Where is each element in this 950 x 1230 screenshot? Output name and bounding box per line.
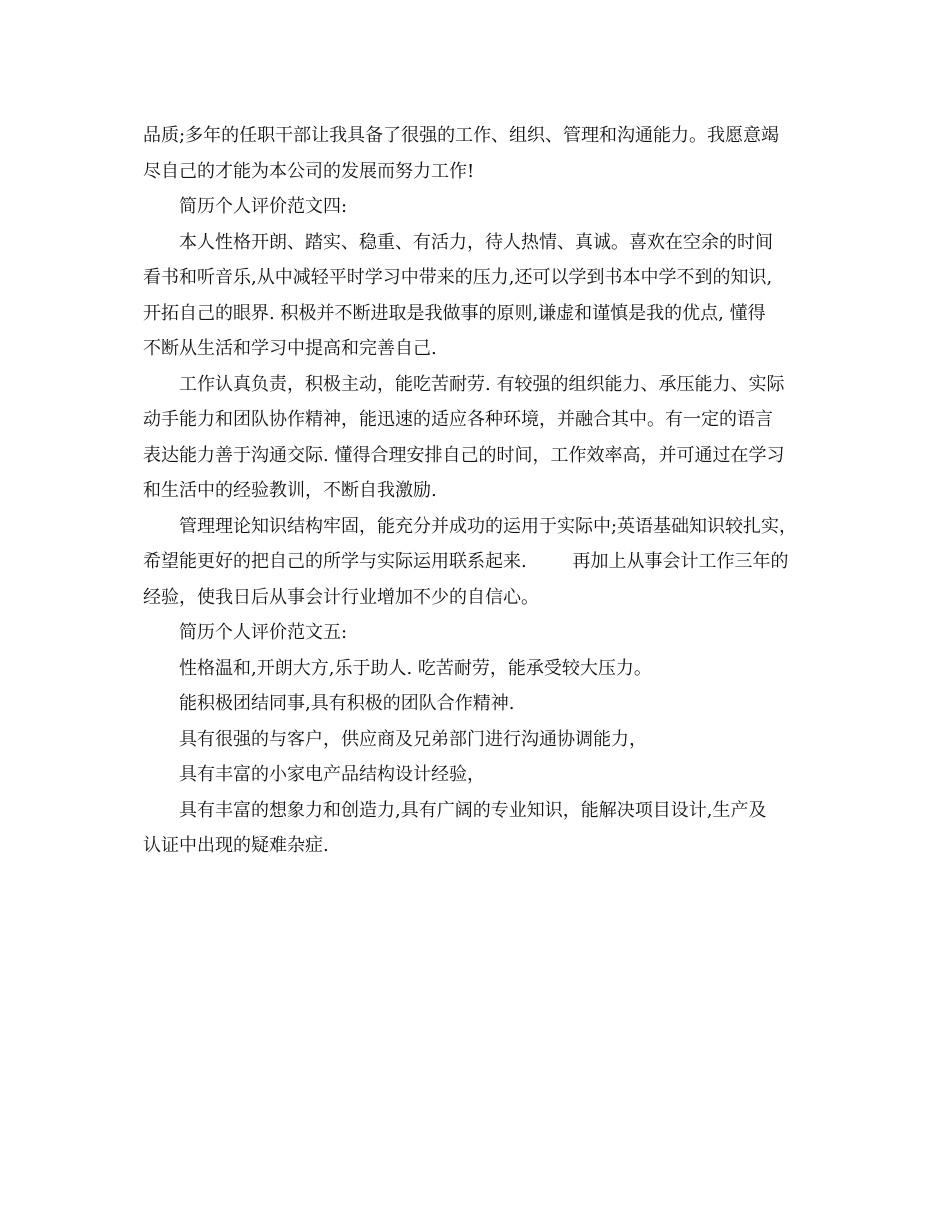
text-line-9: 动手能力和团队协作精神，能迅速的适应各种环境，并融合其中。有一定的语言 [143, 409, 773, 430]
text-line-19: 具有丰富的小家电产品结构设计经验， [179, 764, 485, 785]
text-line-5: 看书和听音乐,从中减轻平时学习中带来的压力,还可以学到书本中学不到的知识, [143, 267, 773, 288]
text-line-10: 表达能力善于沟通交际. 懂得合理安排自己的时间，工作效率高，并可通过在学习 [143, 444, 785, 466]
text-line-21: 认证中出现的疑难杂症. [143, 835, 329, 856]
text-line-16: 性格温和,开朗大方,乐于助人. 吃苦耐劳，能承受较大压力。 [179, 657, 652, 679]
text-line-17: 能积极团结同事,具有积极的团队合作精神. [179, 693, 515, 714]
text-line-12: 管理理论知识结构牢固，能充分并成功的运用于实际中;英语基础知识较扎实， [179, 515, 798, 537]
text-line-7: 不断从生活和学习中提高和完善自己. [143, 338, 437, 359]
section-heading-four: 简历个人评价范文四: [179, 196, 348, 217]
text-line-2: 尽自己的才能为本公司的发展而努力工作! [143, 160, 475, 182]
text-line-8: 工作认真负责，积极主动，能吃苦耐劳. 有较强的组织能力、承压能力、实际 [179, 373, 785, 395]
document-body [143, 118, 823, 864]
text-line-20: 具有丰富的想象力和创造力,具有广阔的专业知识，能解决项目设计,生产及 [179, 799, 767, 821]
text-line-18: 具有很强的与客户，供应商及兄弟部门进行沟通协调能力， [179, 728, 647, 750]
text-line-4: 本人性格开朗、踏实、稳重、有活力，待人热情、真诚。喜欢在空余的时间 [179, 231, 773, 253]
text-line-11: 和生活中的经验教训，不断自我激励. [143, 480, 437, 501]
text-line-1: 品质;多年的任职干部让我具备了很强的工作、组织、管理和沟通能力。我愿意竭 [143, 125, 780, 146]
text-line-14: 经验，使我日后从事会计行业增加不少的自信心。 [143, 586, 539, 608]
text-line-13: 希望能更好的把自己的所学与实际运用联系起来. 再加上从事会计工作三年的 [143, 551, 789, 572]
text-line-6: 开拓自己的眼界. 积极并不断进取是我做事的原则,谦虚和谨慎是我的优点, 懂得 [143, 302, 766, 324]
section-heading-five: 简历个人评价范文五: [179, 622, 348, 643]
